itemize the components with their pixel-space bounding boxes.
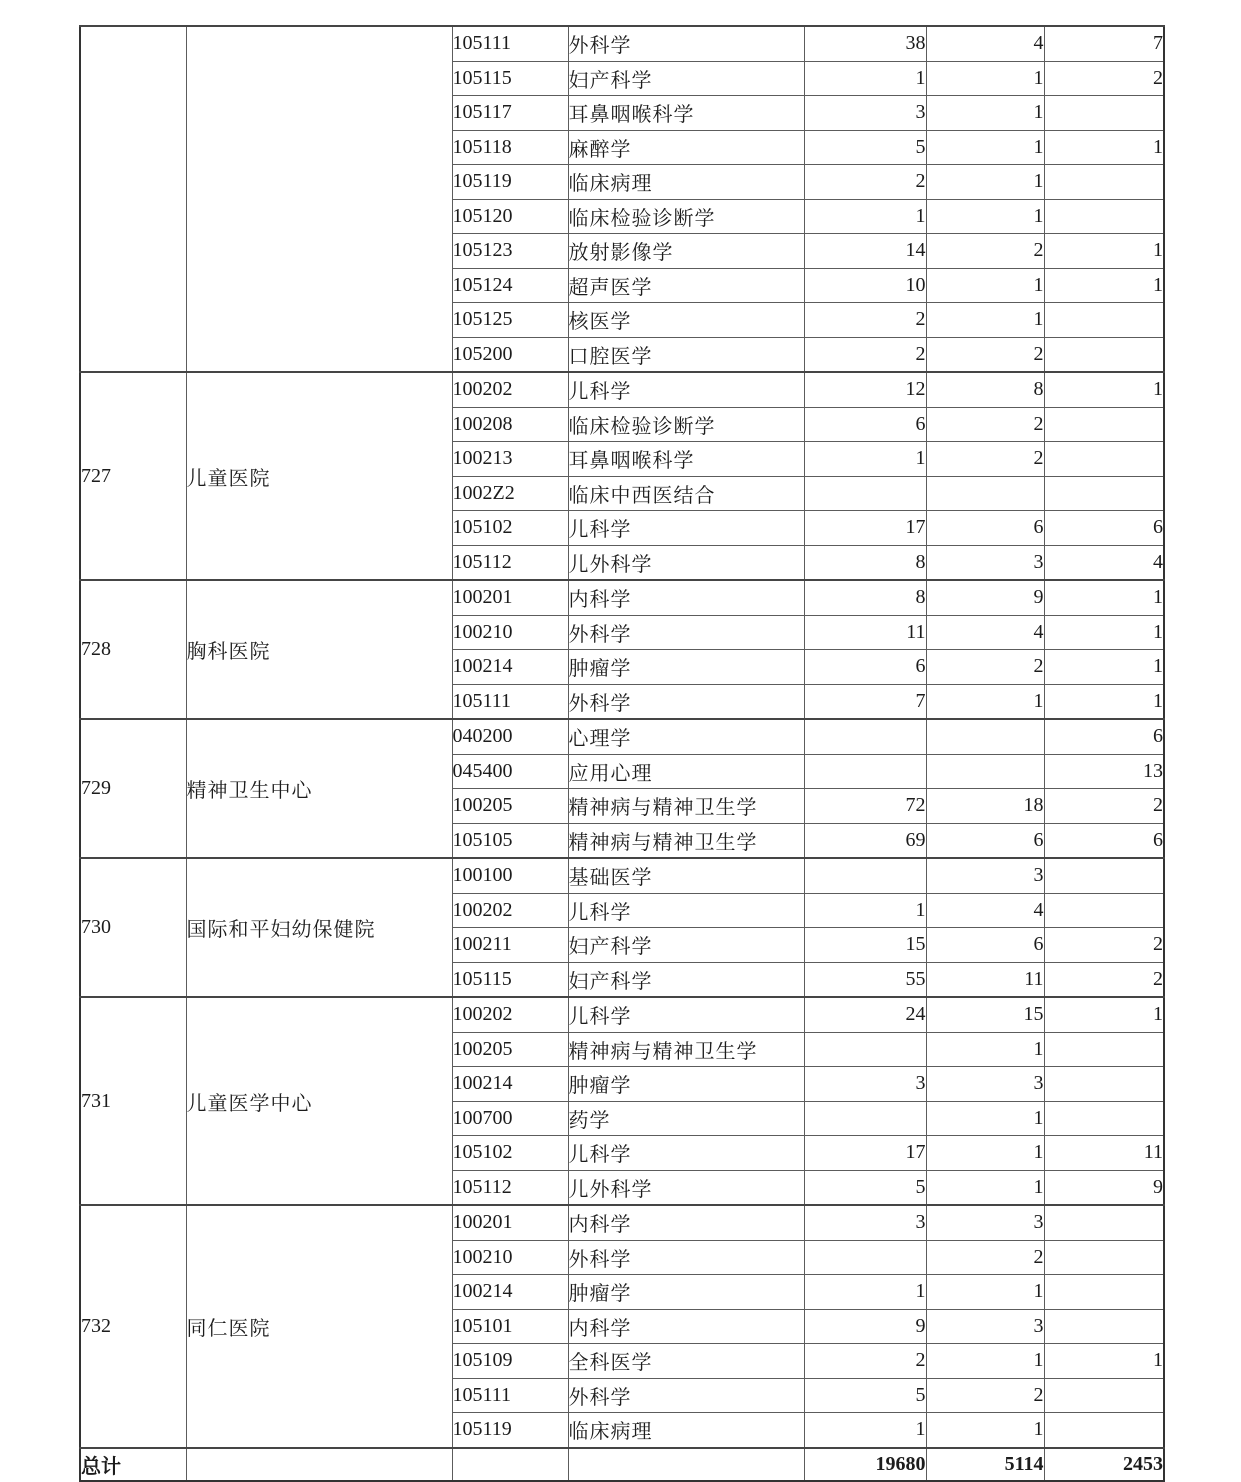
program-name-cell: 临床中西医结合 bbox=[568, 476, 804, 511]
stat-value-1-cell: 17 bbox=[804, 1136, 926, 1171]
stat-value-3-cell: 6 bbox=[1044, 511, 1164, 546]
stat-value-1-cell: 1 bbox=[804, 1413, 926, 1448]
stat-value-1-cell: 5 bbox=[804, 1378, 926, 1413]
stat-value-1-cell: 2 bbox=[804, 337, 926, 372]
program-code-cell: 105105 bbox=[452, 823, 568, 858]
program-code-cell: 105112 bbox=[452, 1170, 568, 1205]
table-row bbox=[80, 372, 1164, 407]
stat-value-1-cell: 2 bbox=[804, 165, 926, 200]
total-row bbox=[80, 1448, 1164, 1481]
program-code-cell: 100210 bbox=[452, 1240, 568, 1275]
program-code-cell: 100210 bbox=[452, 615, 568, 650]
table-row bbox=[80, 26, 1164, 61]
stat-value-2-cell: 1 bbox=[926, 130, 1044, 165]
stat-value-1-cell: 8 bbox=[804, 580, 926, 615]
program-name-cell: 儿外科学 bbox=[568, 1170, 804, 1205]
stat-value-3-cell: 6 bbox=[1044, 719, 1164, 754]
stat-value-3-cell bbox=[1044, 1205, 1164, 1240]
hospital-name-cell: 同仁医院 bbox=[186, 1205, 452, 1448]
program-name-cell: 妇产科学 bbox=[568, 61, 804, 96]
stat-value-2-cell: 1 bbox=[926, 1136, 1044, 1171]
program-code-cell: 100202 bbox=[452, 997, 568, 1032]
program-name-cell: 外科学 bbox=[568, 615, 804, 650]
stat-value-3-cell bbox=[1044, 1101, 1164, 1136]
program-code-cell: 105102 bbox=[452, 1136, 568, 1171]
program-name-cell: 肿瘤学 bbox=[568, 1067, 804, 1102]
stat-value-1-cell: 11 bbox=[804, 615, 926, 650]
stat-value-2-cell: 2 bbox=[926, 442, 1044, 477]
unit-code-cell bbox=[80, 26, 186, 372]
stat-value-2-cell: 1 bbox=[926, 1170, 1044, 1205]
program-name-cell: 外科学 bbox=[568, 26, 804, 61]
stat-value-3-cell bbox=[1044, 407, 1164, 442]
stat-value-2-cell: 1 bbox=[926, 1032, 1044, 1067]
stat-value-1-cell bbox=[804, 1101, 926, 1136]
program-code-cell: 100211 bbox=[452, 928, 568, 963]
stat-value-2-cell: 3 bbox=[926, 545, 1044, 580]
stat-value-3-cell bbox=[1044, 337, 1164, 372]
stat-value-2-cell: 1 bbox=[926, 96, 1044, 131]
stat-value-2-cell: 1 bbox=[926, 268, 1044, 303]
unit-code-cell: 729 bbox=[80, 719, 186, 858]
program-name-cell: 耳鼻咽喉科学 bbox=[568, 442, 804, 477]
program-code-cell: 105111 bbox=[452, 26, 568, 61]
empty-cell bbox=[452, 1448, 568, 1481]
program-name-cell: 超声医学 bbox=[568, 268, 804, 303]
stat-value-1-cell: 38 bbox=[804, 26, 926, 61]
unit-code-cell: 728 bbox=[80, 580, 186, 719]
program-code-cell: 100201 bbox=[452, 580, 568, 615]
stat-value-1-cell: 7 bbox=[804, 684, 926, 719]
stat-value-2-cell: 4 bbox=[926, 615, 1044, 650]
stat-value-2-cell: 3 bbox=[926, 858, 1044, 893]
program-code-cell: 100208 bbox=[452, 407, 568, 442]
stat-value-1-cell bbox=[804, 719, 926, 754]
stat-value-3-cell bbox=[1044, 1240, 1164, 1275]
program-code-cell: 1002Z2 bbox=[452, 476, 568, 511]
program-code-cell: 100205 bbox=[452, 1032, 568, 1067]
stat-value-2-cell: 1 bbox=[926, 684, 1044, 719]
hospital-name-cell: 国际和平妇幼保健院 bbox=[186, 858, 452, 997]
program-name-cell: 临床检验诊断学 bbox=[568, 407, 804, 442]
program-name-cell: 内科学 bbox=[568, 1309, 804, 1344]
program-code-cell: 105120 bbox=[452, 199, 568, 234]
program-name-cell: 精神病与精神卫生学 bbox=[568, 1032, 804, 1067]
program-name-cell: 外科学 bbox=[568, 684, 804, 719]
stat-value-1-cell bbox=[804, 858, 926, 893]
stat-value-2-cell: 3 bbox=[926, 1309, 1044, 1344]
stat-value-1-cell: 15 bbox=[804, 928, 926, 963]
total-value-2-cell: 5114 bbox=[926, 1448, 1044, 1481]
table-body bbox=[80, 26, 1164, 1481]
table-row bbox=[80, 858, 1164, 893]
program-name-cell: 临床病理 bbox=[568, 165, 804, 200]
program-name-cell: 内科学 bbox=[568, 1205, 804, 1240]
unit-code-cell: 732 bbox=[80, 1205, 186, 1448]
stat-value-3-cell bbox=[1044, 858, 1164, 893]
stat-value-1-cell: 69 bbox=[804, 823, 926, 858]
program-name-cell: 儿科学 bbox=[568, 1136, 804, 1171]
stat-value-3-cell: 1 bbox=[1044, 372, 1164, 407]
stat-value-2-cell: 1 bbox=[926, 1413, 1044, 1448]
stat-value-3-cell: 1 bbox=[1044, 130, 1164, 165]
program-code-cell: 100201 bbox=[452, 1205, 568, 1240]
stat-value-3-cell: 2 bbox=[1044, 928, 1164, 963]
program-name-cell: 精神病与精神卫生学 bbox=[568, 823, 804, 858]
program-name-cell: 核医学 bbox=[568, 303, 804, 338]
program-name-cell: 放射影像学 bbox=[568, 234, 804, 269]
program-code-cell: 100205 bbox=[452, 789, 568, 824]
stat-value-1-cell: 1 bbox=[804, 1275, 926, 1310]
stat-value-3-cell bbox=[1044, 165, 1164, 200]
stat-value-1-cell bbox=[804, 1240, 926, 1275]
program-code-cell: 105112 bbox=[452, 545, 568, 580]
stat-value-1-cell: 9 bbox=[804, 1309, 926, 1344]
stat-value-1-cell: 72 bbox=[804, 789, 926, 824]
stat-value-2-cell: 9 bbox=[926, 580, 1044, 615]
stat-value-3-cell bbox=[1044, 1378, 1164, 1413]
stat-value-2-cell: 6 bbox=[926, 928, 1044, 963]
hospital-name-cell: 儿童医学中心 bbox=[186, 997, 452, 1205]
stat-value-1-cell bbox=[804, 754, 926, 789]
stat-value-1-cell: 3 bbox=[804, 96, 926, 131]
stat-value-3-cell bbox=[1044, 893, 1164, 928]
program-name-cell: 外科学 bbox=[568, 1240, 804, 1275]
stat-value-2-cell: 1 bbox=[926, 61, 1044, 96]
stat-value-1-cell: 8 bbox=[804, 545, 926, 580]
program-name-cell: 儿科学 bbox=[568, 372, 804, 407]
table-row bbox=[80, 997, 1164, 1032]
program-code-cell: 105102 bbox=[452, 511, 568, 546]
program-code-cell: 105124 bbox=[452, 268, 568, 303]
stat-value-3-cell: 1 bbox=[1044, 234, 1164, 269]
program-name-cell: 儿科学 bbox=[568, 893, 804, 928]
stat-value-3-cell: 7 bbox=[1044, 26, 1164, 61]
stat-value-3-cell bbox=[1044, 1032, 1164, 1067]
program-code-cell: 105200 bbox=[452, 337, 568, 372]
program-code-cell: 100213 bbox=[452, 442, 568, 477]
stat-value-2-cell: 4 bbox=[926, 893, 1044, 928]
stat-value-3-cell bbox=[1044, 1275, 1164, 1310]
program-code-cell: 105111 bbox=[452, 684, 568, 719]
stat-value-3-cell: 1 bbox=[1044, 650, 1164, 685]
stat-value-1-cell: 5 bbox=[804, 1170, 926, 1205]
program-code-cell: 100202 bbox=[452, 372, 568, 407]
stat-value-2-cell: 1 bbox=[926, 1275, 1044, 1310]
program-name-cell: 妇产科学 bbox=[568, 928, 804, 963]
unit-code-cell: 730 bbox=[80, 858, 186, 997]
stat-value-3-cell: 13 bbox=[1044, 754, 1164, 789]
stat-value-1-cell: 1 bbox=[804, 199, 926, 234]
admissions-table bbox=[79, 25, 1165, 1482]
stat-value-2-cell bbox=[926, 754, 1044, 789]
stat-value-3-cell bbox=[1044, 96, 1164, 131]
stat-value-2-cell: 2 bbox=[926, 234, 1044, 269]
program-code-cell: 105117 bbox=[452, 96, 568, 131]
program-code-cell: 105119 bbox=[452, 1413, 568, 1448]
empty-cell bbox=[186, 1448, 452, 1481]
stat-value-3-cell bbox=[1044, 442, 1164, 477]
stat-value-2-cell: 11 bbox=[926, 962, 1044, 997]
stat-value-2-cell: 18 bbox=[926, 789, 1044, 824]
stat-value-3-cell bbox=[1044, 199, 1164, 234]
empty-cell bbox=[568, 1448, 804, 1481]
stat-value-3-cell: 2 bbox=[1044, 789, 1164, 824]
stat-value-1-cell bbox=[804, 476, 926, 511]
stat-value-1-cell: 3 bbox=[804, 1205, 926, 1240]
stat-value-2-cell: 6 bbox=[926, 511, 1044, 546]
stat-value-2-cell: 15 bbox=[926, 997, 1044, 1032]
program-code-cell: 105119 bbox=[452, 165, 568, 200]
stat-value-1-cell: 1 bbox=[804, 893, 926, 928]
stat-value-2-cell: 1 bbox=[926, 165, 1044, 200]
program-code-cell: 045400 bbox=[452, 754, 568, 789]
hospital-name-cell: 儿童医院 bbox=[186, 372, 452, 580]
stat-value-2-cell bbox=[926, 476, 1044, 511]
program-code-cell: 100202 bbox=[452, 893, 568, 928]
table-row bbox=[80, 1205, 1164, 1240]
stat-value-1-cell: 3 bbox=[804, 1067, 926, 1102]
hospital-name-cell: 胸科医院 bbox=[186, 580, 452, 719]
stat-value-2-cell: 1 bbox=[926, 1344, 1044, 1379]
program-code-cell: 105123 bbox=[452, 234, 568, 269]
total-value-3-cell: 2453 bbox=[1044, 1448, 1164, 1481]
program-code-cell: 105111 bbox=[452, 1378, 568, 1413]
stat-value-2-cell: 2 bbox=[926, 1240, 1044, 1275]
table-row bbox=[80, 719, 1164, 754]
stat-value-1-cell: 2 bbox=[804, 303, 926, 338]
stat-value-3-cell bbox=[1044, 1067, 1164, 1102]
stat-value-2-cell: 2 bbox=[926, 337, 1044, 372]
program-name-cell: 全科医学 bbox=[568, 1344, 804, 1379]
stat-value-1-cell: 10 bbox=[804, 268, 926, 303]
stat-value-1-cell: 1 bbox=[804, 61, 926, 96]
stat-value-1-cell: 12 bbox=[804, 372, 926, 407]
stat-value-3-cell bbox=[1044, 303, 1164, 338]
stat-value-3-cell: 1 bbox=[1044, 1344, 1164, 1379]
program-name-cell: 妇产科学 bbox=[568, 962, 804, 997]
stat-value-3-cell: 4 bbox=[1044, 545, 1164, 580]
stat-value-3-cell: 11 bbox=[1044, 1136, 1164, 1171]
program-name-cell: 临床检验诊断学 bbox=[568, 199, 804, 234]
stat-value-2-cell: 1 bbox=[926, 199, 1044, 234]
stat-value-1-cell bbox=[804, 1032, 926, 1067]
hospital-name-cell: 精神卫生中心 bbox=[186, 719, 452, 858]
program-code-cell: 100214 bbox=[452, 650, 568, 685]
program-name-cell: 内科学 bbox=[568, 580, 804, 615]
program-code-cell: 105101 bbox=[452, 1309, 568, 1344]
stat-value-2-cell: 1 bbox=[926, 303, 1044, 338]
stat-value-3-cell bbox=[1044, 476, 1164, 511]
program-name-cell: 应用心理 bbox=[568, 754, 804, 789]
stat-value-2-cell: 1 bbox=[926, 1101, 1044, 1136]
stat-value-2-cell: 2 bbox=[926, 1378, 1044, 1413]
stat-value-2-cell: 2 bbox=[926, 407, 1044, 442]
stat-value-1-cell: 14 bbox=[804, 234, 926, 269]
stat-value-3-cell: 2 bbox=[1044, 61, 1164, 96]
program-name-cell: 临床病理 bbox=[568, 1413, 804, 1448]
stat-value-2-cell: 3 bbox=[926, 1205, 1044, 1240]
stat-value-2-cell: 3 bbox=[926, 1067, 1044, 1102]
stat-value-2-cell: 4 bbox=[926, 26, 1044, 61]
stat-value-3-cell: 1 bbox=[1044, 268, 1164, 303]
stat-value-1-cell: 24 bbox=[804, 997, 926, 1032]
program-name-cell: 基础医学 bbox=[568, 858, 804, 893]
total-label-cell: 总计 bbox=[80, 1448, 186, 1481]
program-code-cell: 040200 bbox=[452, 719, 568, 754]
program-name-cell: 外科学 bbox=[568, 1378, 804, 1413]
unit-code-cell: 731 bbox=[80, 997, 186, 1205]
stat-value-3-cell: 1 bbox=[1044, 580, 1164, 615]
program-code-cell: 105125 bbox=[452, 303, 568, 338]
program-code-cell: 100700 bbox=[452, 1101, 568, 1136]
program-code-cell: 100214 bbox=[452, 1275, 568, 1310]
stat-value-1-cell: 6 bbox=[804, 407, 926, 442]
stat-value-2-cell bbox=[926, 719, 1044, 754]
program-name-cell: 药学 bbox=[568, 1101, 804, 1136]
program-code-cell: 105115 bbox=[452, 962, 568, 997]
stat-value-3-cell: 1 bbox=[1044, 615, 1164, 650]
program-code-cell: 105118 bbox=[452, 130, 568, 165]
program-code-cell: 100100 bbox=[452, 858, 568, 893]
stat-value-2-cell: 6 bbox=[926, 823, 1044, 858]
program-name-cell: 口腔医学 bbox=[568, 337, 804, 372]
stat-value-1-cell: 17 bbox=[804, 511, 926, 546]
program-name-cell: 精神病与精神卫生学 bbox=[568, 789, 804, 824]
stat-value-2-cell: 2 bbox=[926, 650, 1044, 685]
stat-value-3-cell: 1 bbox=[1044, 684, 1164, 719]
unit-code-cell: 727 bbox=[80, 372, 186, 580]
program-name-cell: 儿外科学 bbox=[568, 545, 804, 580]
stat-value-1-cell: 1 bbox=[804, 442, 926, 477]
program-code-cell: 105109 bbox=[452, 1344, 568, 1379]
stat-value-1-cell: 2 bbox=[804, 1344, 926, 1379]
stat-value-3-cell bbox=[1044, 1413, 1164, 1448]
program-name-cell: 耳鼻咽喉科学 bbox=[568, 96, 804, 131]
program-name-cell: 肿瘤学 bbox=[568, 650, 804, 685]
program-name-cell: 儿科学 bbox=[568, 511, 804, 546]
program-name-cell: 心理学 bbox=[568, 719, 804, 754]
program-code-cell: 100214 bbox=[452, 1067, 568, 1102]
stat-value-3-cell bbox=[1044, 1309, 1164, 1344]
total-value-1-cell: 19680 bbox=[804, 1448, 926, 1481]
stat-value-2-cell: 8 bbox=[926, 372, 1044, 407]
stat-value-1-cell: 6 bbox=[804, 650, 926, 685]
program-name-cell: 肿瘤学 bbox=[568, 1275, 804, 1310]
stat-value-3-cell: 2 bbox=[1044, 962, 1164, 997]
table-row bbox=[80, 580, 1164, 615]
program-name-cell: 麻醉学 bbox=[568, 130, 804, 165]
stat-value-3-cell: 9 bbox=[1044, 1170, 1164, 1205]
stat-value-3-cell: 6 bbox=[1044, 823, 1164, 858]
stat-value-3-cell: 1 bbox=[1044, 997, 1164, 1032]
stat-value-1-cell: 55 bbox=[804, 962, 926, 997]
program-name-cell: 儿科学 bbox=[568, 997, 804, 1032]
program-code-cell: 105115 bbox=[452, 61, 568, 96]
hospital-name-cell bbox=[186, 26, 452, 372]
stat-value-1-cell: 5 bbox=[804, 130, 926, 165]
